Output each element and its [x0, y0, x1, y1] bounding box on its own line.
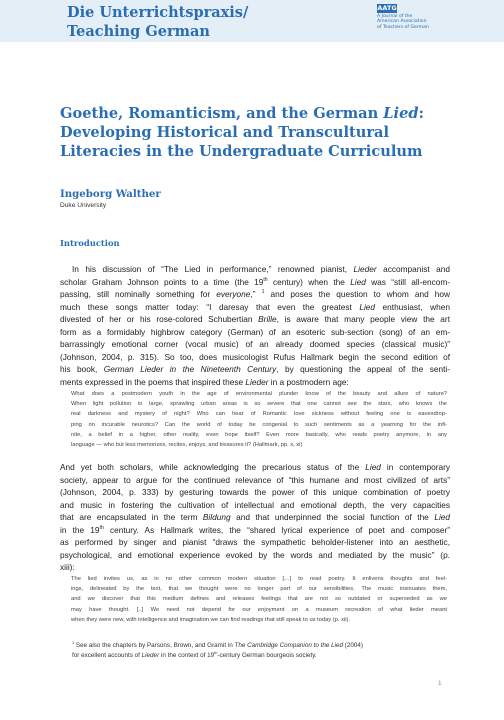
block-quote — [71, 574, 447, 625]
quote-line: What does a postmodern youth in the age of environmental plunder know of the beauty and allure of nature? — [71, 391, 447, 397]
text-line: xiii): — [60, 562, 75, 573]
footnote-line: $^1$ See also the chapters by Parsons, Brown, and Gramit in The Cambridge Companion to the Lied (2004) — [72, 639, 363, 649]
body-paragraph — [60, 263, 450, 388]
text-line: (Johnson, 2004, p. 333) by gesturing towards the power of this unique combination of poetry — [60, 487, 450, 498]
text-line: scholar Graham Johnson points to a time (the 19th century) when the Lied was “still all-encom- — [60, 276, 451, 287]
journal-title — [67, 3, 367, 41]
article-title-line: Developing Historical and Transcultural — [60, 124, 390, 141]
aatg-logo-line: of Teachers of German — [377, 24, 429, 30]
quote-line: and we discover that this medium defines and releases feelings that are not so outdated or superseded as we — [71, 596, 447, 603]
aatg-logo-subtext — [377, 14, 443, 30]
aatg-logo-mark: AATG — [377, 4, 397, 12]
text-line: much these songs matter today: “I daresay that even the greatest Lied enthusiast, when — [60, 301, 451, 312]
text-line: his book, German Lieder in the Nineteenth Century, by questioning the appeal of the senti- — [60, 364, 451, 375]
quote-line: ping on incurable neurotics? Can the world of today be congenial to such sentiments as a yearning for the infi- — [71, 421, 447, 428]
aatg-logo-line: A Journal of the — [377, 14, 413, 19]
article-title-line: Literacies in the Undergraduate Curriculum — [60, 143, 423, 160]
page-number: 1 — [438, 680, 442, 687]
text-line: In his discussion of “The Lied in performance,” renowned pianist, Lieder accompanist and — [72, 264, 451, 274]
text-line: in the 19th century. As Hallmark writes, the “shared lyrical experience of poet and composer” — [60, 524, 450, 535]
text-line: And yet both scholars, while acknowledging the precarious status of the Lied in contemporary — [60, 462, 450, 472]
text-line: psychological, and emotional experience evoked by the words and mediated by the music” (p. — [60, 549, 450, 560]
text-line: society, appear to argue for the continued relevance of “this humane and most civilized of arts” — [60, 474, 450, 485]
text-line: ments expressed in the poems that inspired these Lieder in a postmodern age: — [60, 376, 349, 387]
aatg-logo-line: American Association — [377, 19, 427, 25]
quote-line: ings, delineated by the text, that we thought were no longer part of our sensibilities. The music insinuates them, — [71, 586, 447, 593]
journal-title-line: Teaching German — [67, 23, 210, 40]
quote-line: when they were new, with intelligence and imagination we can find readings that still speak to us today (p. xii). — [71, 616, 351, 623]
footnote — [72, 641, 452, 662]
quote-line: language — who but less memorizes, recites, enjoys, and treasures it? (Hallmark, pp. x, xi) — [71, 442, 303, 449]
article-title-line: Goethe, Romanticism, and the German Lied: — [60, 105, 424, 122]
author-affiliation: Duke University — [60, 202, 107, 209]
text-line: divested of her or his rose-colored Schubertian Brille, is aware that many people view the art — [60, 314, 450, 325]
section-heading: Introduction — [60, 238, 120, 248]
author-name: Ingeborg Walther — [60, 188, 161, 200]
article-title — [60, 104, 470, 161]
text-line: that are encapsulated in the term Bildung and that underpinned the social function of the Lied — [60, 512, 451, 523]
text-line: passing, still nominally something for everyone,” $^1$ and poses the question to whom and how — [60, 289, 451, 300]
text-line: as performed by singer and pianist “draws the sympathetic beholder-listener into an aesthetic, — [60, 537, 450, 548]
block-quote — [71, 389, 447, 450]
body-paragraph — [60, 461, 450, 574]
journal-title-line: Die Unterrichtspraxis/ — [67, 4, 249, 21]
footnote-line: for excellent accounts of Lieder in the context of 19th-century German bourgeois society. — [72, 650, 317, 660]
quote-line: real darkness and mystery of night? Who can hear of Romantic love sickness without feeling one is eavesdrop- — [71, 411, 447, 418]
quote-line: may have thought. [..] We need not depend for our enjoyment on a museum recreation of what lieder meant — [71, 606, 447, 613]
quote-line: When light pollution in large, sprawling urban areas is so severe that one cannot see the stars, who knows the — [71, 401, 447, 408]
aatg-logo — [377, 4, 443, 38]
text-line: (Johnson, 2004, p. 315). So too, does musicologist Rufus Hallmark begin the second edition of — [60, 351, 450, 362]
text-line: and music in fostering the cultivation of intellectual and emotional depth, the very capacities — [60, 499, 450, 510]
text-line: form as a formidably highbrow category (German) of an esoteric sub-section (song) of an em- — [60, 326, 450, 337]
quote-line: The lied invites us, as in no other common modern situation […] to read poetry. It enlivens thoughts and feel- — [71, 576, 447, 582]
quote-line: nite, a belief in a higher, other reality, even hope itself? Even more basically, who reads poetry anymore, in any — [71, 431, 447, 438]
text-line: barrassingly emotional corner (vocal music) of an already doomed species (classical music)” — [60, 339, 450, 350]
